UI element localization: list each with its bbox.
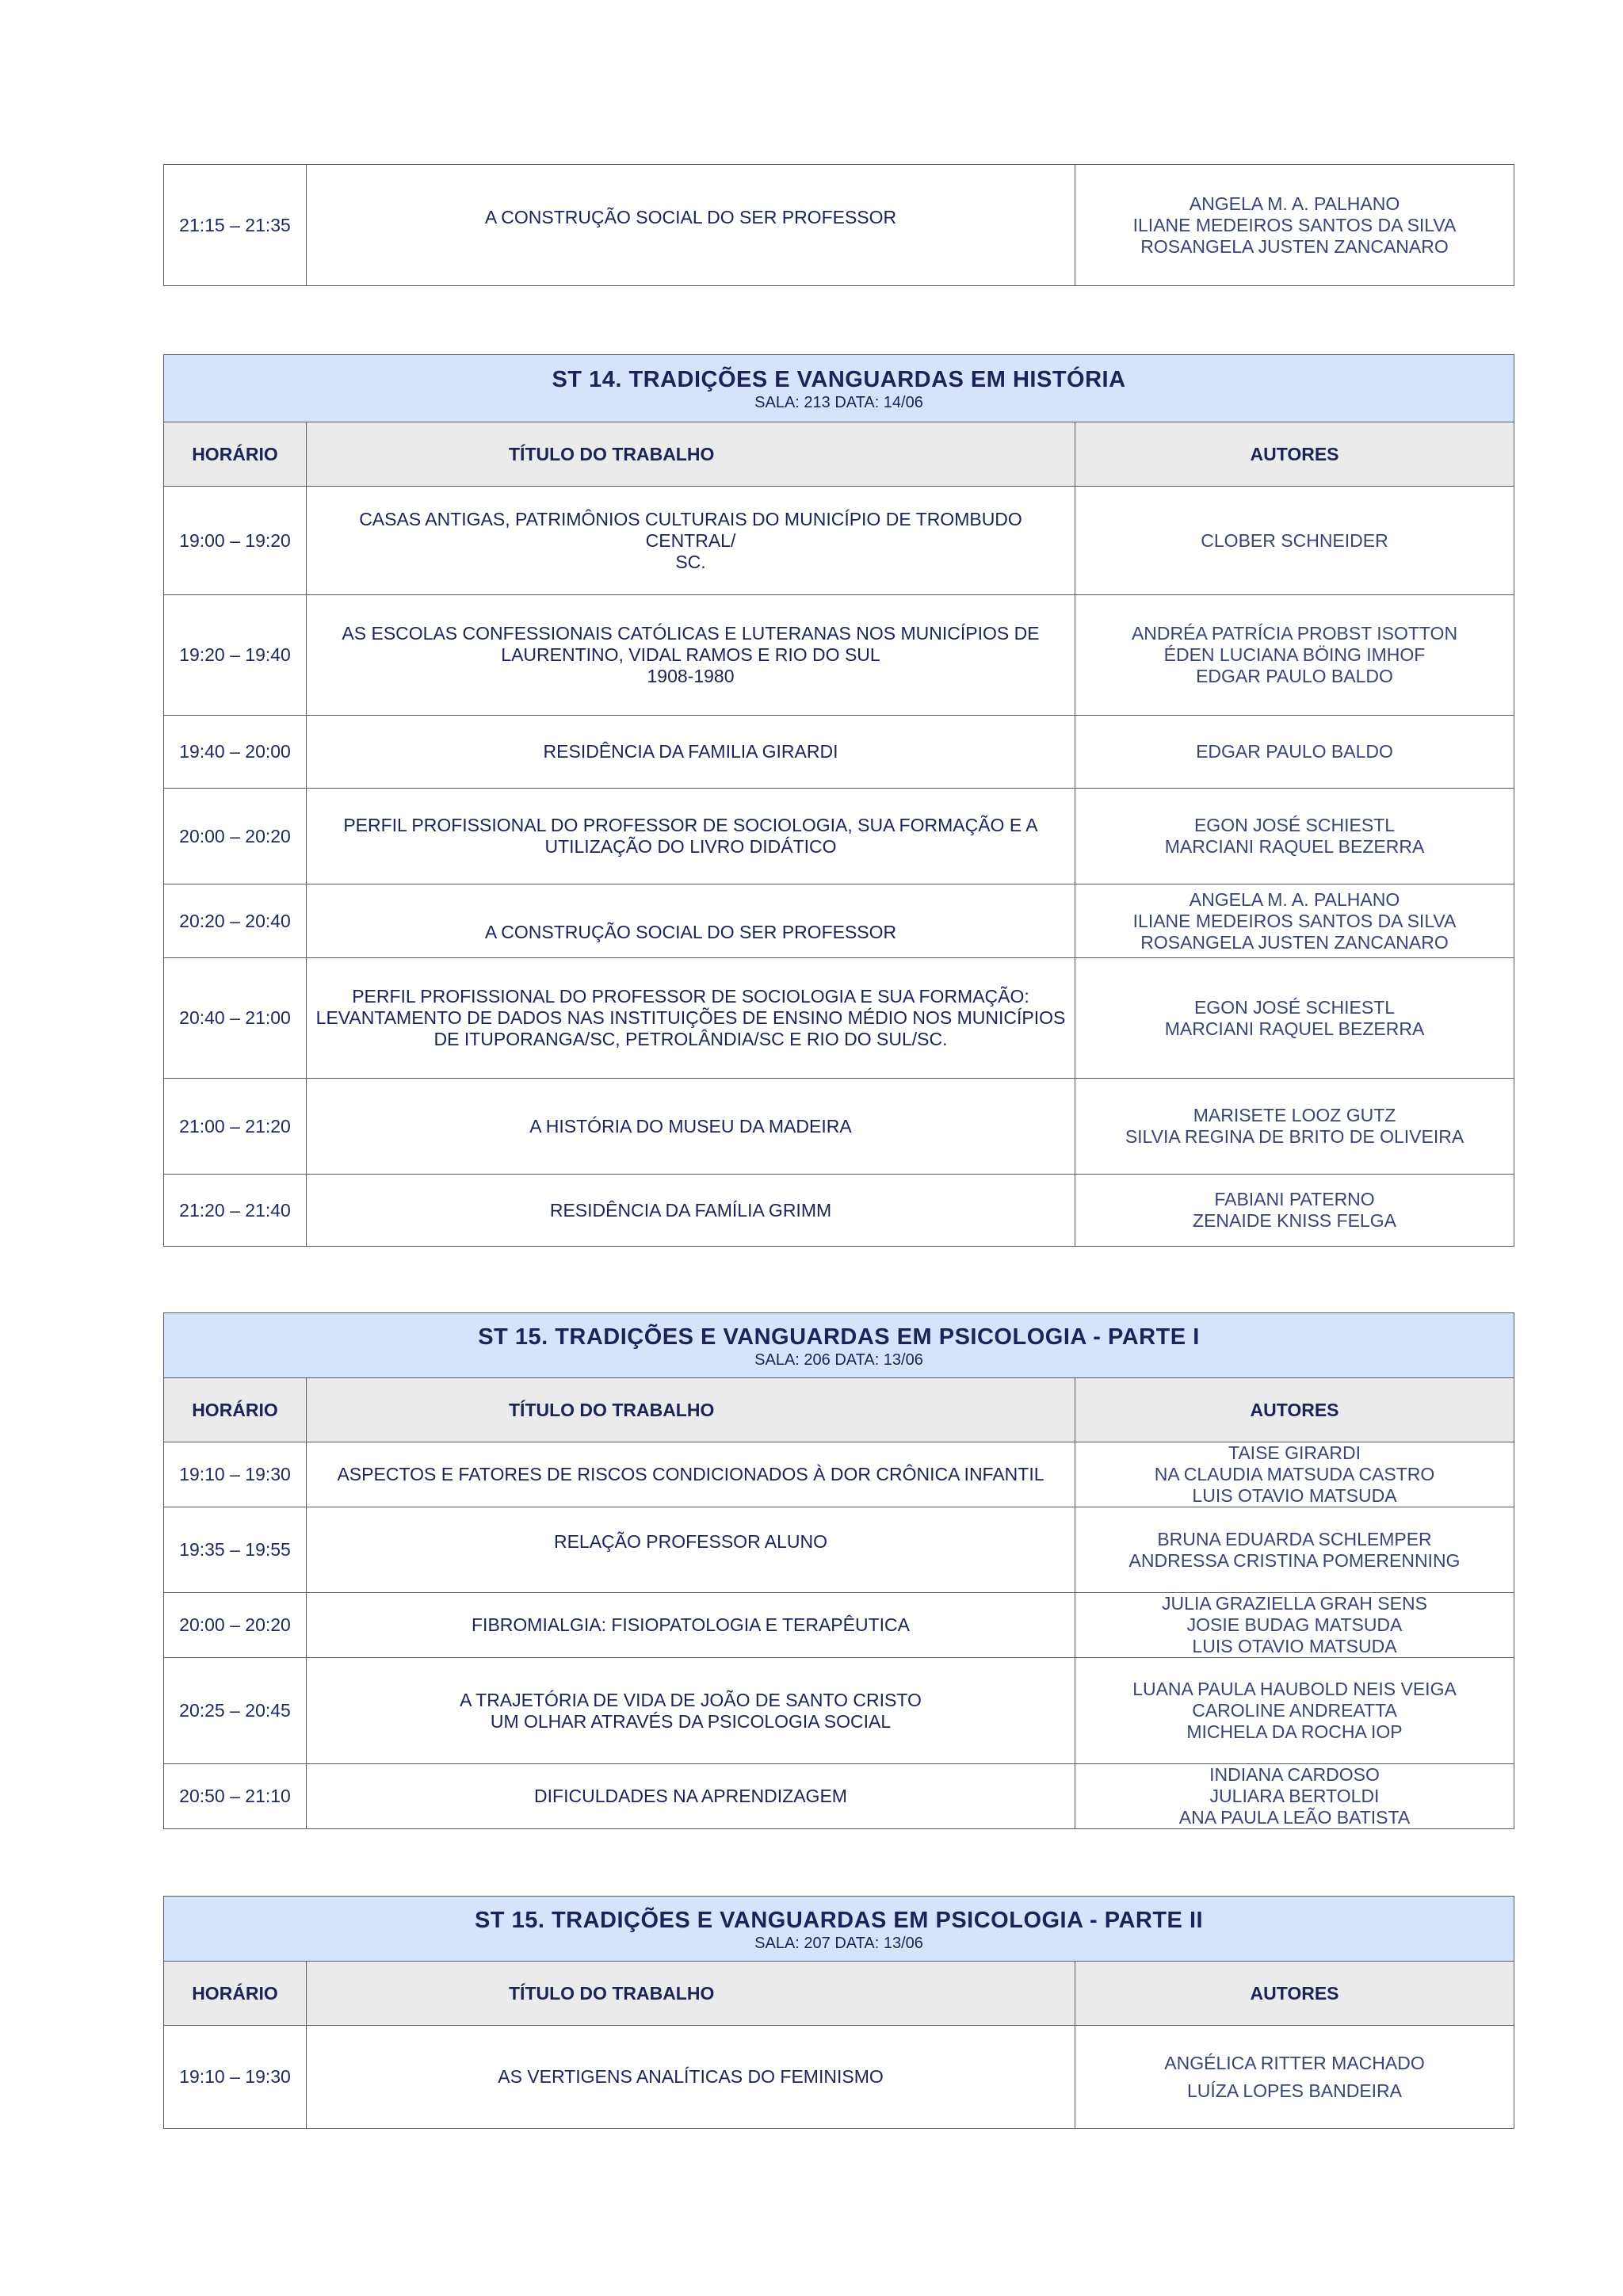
title-line: AS ESCOLAS CONFESSIONAIS CATÓLICAS E LUTERANAS NOS MUNICÍPIOS DE bbox=[342, 623, 1040, 644]
header-time: HORÁRIO bbox=[164, 1378, 307, 1442]
authors-cell bbox=[1075, 789, 1514, 884]
authors-cell bbox=[1075, 958, 1514, 1079]
authors-cell bbox=[1075, 884, 1514, 958]
title-line: ASPECTOS E FATORES DE RISCOS CONDICIONADOS À DOR CRÔNICA INFANTIL bbox=[337, 1464, 1044, 1484]
authors-cell bbox=[1075, 595, 1514, 716]
title-line: LEVANTAMENTO DE DADOS NAS INSTITUIÇÕES DE ENSINO MÉDIO NOS MUNICÍPIOS bbox=[315, 1007, 1066, 1028]
time-cell: 21:15 – 21:35 bbox=[164, 165, 307, 286]
section-header bbox=[164, 1897, 1514, 1962]
table-row bbox=[164, 884, 1514, 958]
title-cell bbox=[307, 789, 1075, 884]
title-cell bbox=[307, 2026, 1075, 2129]
time-cell: 21:20 – 21:40 bbox=[164, 1175, 307, 1247]
header-authors: AUTORES bbox=[1075, 422, 1514, 487]
author-name: LUANA PAULA HAUBOLD NEIS VEIGA bbox=[1132, 1679, 1457, 1699]
time-cell: 20:40 – 21:00 bbox=[164, 958, 307, 1079]
section-table-st15-parte-ii bbox=[163, 1896, 1514, 2129]
title-cell bbox=[307, 884, 1075, 958]
header-authors: AUTORES bbox=[1075, 1962, 1514, 2026]
time-cell: 19:00 – 19:20 bbox=[164, 487, 307, 595]
table-row bbox=[164, 2026, 1514, 2129]
title-line: 1908-1980 bbox=[647, 666, 735, 686]
title-cell bbox=[307, 165, 1075, 286]
author-name: MARISETE LOOZ GUTZ bbox=[1193, 1105, 1396, 1125]
title-cell bbox=[307, 1507, 1075, 1593]
author-name: BRUNA EDUARDA SCHLEMPER bbox=[1157, 1528, 1432, 1549]
author-name: EGON JOSÉ SCHIESTL bbox=[1193, 996, 1396, 1018]
author-name: LUÍZA LOPES BANDEIRA bbox=[1187, 2080, 1402, 2101]
section-banner bbox=[164, 1313, 1514, 1378]
author-name: LUIS OTAVIO MATSUDA bbox=[1192, 1485, 1397, 1506]
title-line: DIFICULDADES NA APRENDIZAGEM bbox=[534, 1786, 847, 1806]
table-row bbox=[164, 958, 1514, 1079]
author-name: ILIANE MEDEIROS SANTOS DA SILVA bbox=[1132, 910, 1457, 931]
header-title: TÍTULO DO TRABALHO bbox=[307, 422, 1075, 487]
section-title: ST 14. TRADIÇÕES E VANGUARDAS EM HISTÓRIA bbox=[552, 367, 1126, 392]
table-row bbox=[164, 1593, 1514, 1658]
author-name: NA CLAUDIA MATSUDA CASTRO bbox=[1154, 1464, 1435, 1484]
table-row bbox=[164, 1507, 1514, 1593]
title-cell bbox=[307, 1079, 1075, 1175]
author-name: ZENAIDE KNISS FELGA bbox=[1193, 1210, 1396, 1231]
column-header-row bbox=[164, 422, 1514, 487]
author-name: MICHELA DA ROCHA IOP bbox=[1186, 1721, 1403, 1742]
author-name: ANGÉLICA RITTER MACHADO bbox=[1164, 2052, 1425, 2073]
authors-cell bbox=[1075, 1658, 1514, 1764]
author-name: ROSANGELA JUSTEN ZANCANARO bbox=[1140, 235, 1449, 257]
author-name: ROSANGELA JUSTEN ZANCANARO bbox=[1140, 931, 1449, 953]
section-title: ST 15. TRADIÇÕES E VANGUARDAS EM PSICOLOGIA - PARTE I bbox=[478, 1324, 1200, 1350]
authors-cell bbox=[1075, 1507, 1514, 1593]
section-header bbox=[164, 355, 1514, 422]
time-cell: 19:40 – 20:00 bbox=[164, 716, 307, 789]
title-line: CASAS ANTIGAS, PATRIMÔNIOS CULTURAIS DO MUNICÍPIO DE TROMBUDO CENTRAL/ bbox=[359, 508, 1022, 551]
title-cell bbox=[307, 1593, 1075, 1658]
authors-cell bbox=[1075, 487, 1514, 595]
section-table-st14 bbox=[163, 354, 1514, 1247]
title-line: UTILIZAÇÃO DO LIVRO DIDÁTICO bbox=[544, 836, 837, 857]
time-cell: 20:00 – 20:20 bbox=[164, 789, 307, 884]
section-title: ST 15. TRADIÇÕES E VANGUARDAS EM PSICOLOGIA - PARTE II bbox=[474, 1907, 1204, 1933]
author-name: EDGAR PAULO BALDO bbox=[1196, 741, 1393, 762]
title-cell bbox=[307, 1764, 1075, 1829]
time-cell: 20:00 – 20:20 bbox=[164, 1593, 307, 1658]
time-cell: 20:25 – 20:45 bbox=[164, 1658, 307, 1764]
title-line: A CONSTRUÇÃO SOCIAL DO SER PROFESSOR bbox=[484, 206, 897, 227]
author-name: ANGELA M. A. PALHANO bbox=[1189, 888, 1400, 910]
table-row bbox=[164, 165, 1514, 286]
title-cell bbox=[307, 595, 1075, 716]
authors-cell bbox=[1075, 165, 1514, 286]
time-cell: 20:20 – 20:40 bbox=[164, 884, 307, 958]
time-cell: 19:10 – 19:30 bbox=[164, 1442, 307, 1507]
author-name: EGON JOSÉ SCHIESTL bbox=[1193, 815, 1396, 835]
title-line: AS VERTIGENS ANALÍTICAS DO FEMINISMO bbox=[498, 2066, 884, 2087]
section-header bbox=[164, 1313, 1514, 1378]
author-name: MARCIANI RAQUEL BEZERRA bbox=[1164, 1018, 1425, 1039]
title-line: RELAÇÃO PROFESSOR ALUNO bbox=[553, 1531, 828, 1552]
header-time: HORÁRIO bbox=[164, 422, 307, 487]
time-cell: 21:00 – 21:20 bbox=[164, 1079, 307, 1175]
column-header-row bbox=[164, 1378, 1514, 1442]
authors-cell bbox=[1075, 1764, 1514, 1829]
continuation-table bbox=[163, 164, 1514, 286]
author-name: JOSIE BUDAG MATSUDA bbox=[1186, 1614, 1403, 1635]
authors-cell bbox=[1075, 716, 1514, 789]
author-name: ANGELA M. A. PALHANO bbox=[1189, 193, 1400, 214]
table-row bbox=[164, 789, 1514, 884]
table-row bbox=[164, 1658, 1514, 1764]
section-subtitle: SALA: 213 DATA: 14/06 bbox=[754, 394, 923, 411]
title-line: PERFIL PROFISSIONAL DO PROFESSOR DE SOCIOLOGIA E SUA FORMAÇÃO: bbox=[352, 986, 1029, 1007]
author-name: ANDRÉA PATRÍCIA PROBST ISOTTON bbox=[1131, 623, 1458, 644]
header-title: TÍTULO DO TRABALHO bbox=[307, 1378, 1075, 1442]
title-line: RESIDÊNCIA DA FAMILIA GIRARDI bbox=[543, 741, 838, 762]
title-line: UM OLHAR ATRAVÉS DA PSICOLOGIA SOCIAL bbox=[490, 1710, 892, 1732]
author-name: LUIS OTAVIO MATSUDA bbox=[1192, 1636, 1397, 1656]
author-name: MARCIANI RAQUEL BEZERRA bbox=[1164, 836, 1425, 857]
title-line: A CONSTRUÇÃO SOCIAL DO SER PROFESSOR bbox=[484, 922, 897, 942]
author-name: EDGAR PAULO BALDO bbox=[1196, 666, 1393, 686]
title-line: A TRAJETÓRIA DE VIDA DE JOÃO DE SANTO CRISTO bbox=[460, 1689, 922, 1710]
authors-cell bbox=[1075, 1442, 1514, 1507]
section-banner bbox=[164, 1897, 1514, 1962]
time-cell: 20:50 – 21:10 bbox=[164, 1764, 307, 1829]
section-subtitle: SALA: 207 DATA: 13/06 bbox=[754, 1934, 923, 1952]
title-cell bbox=[307, 716, 1075, 789]
author-name: INDIANA CARDOSO bbox=[1209, 1764, 1380, 1785]
title-line: DE ITUPORANGA/SC, PETROLÂNDIA/SC E RIO DO SUL/SC. bbox=[433, 1029, 948, 1049]
title-line: RESIDÊNCIA DA FAMÍLIA GRIMM bbox=[549, 1199, 832, 1221]
author-name: CLOBER SCHNEIDER bbox=[1201, 529, 1388, 551]
time-cell: 19:20 – 19:40 bbox=[164, 595, 307, 716]
title-cell bbox=[307, 487, 1075, 595]
table-row bbox=[164, 1442, 1514, 1507]
title-cell bbox=[307, 1658, 1075, 1764]
authors-cell bbox=[1075, 1175, 1514, 1247]
author-name: TAISE GIRARDI bbox=[1228, 1442, 1361, 1463]
title-line: A HISTÓRIA DO MUSEU DA MADEIRA bbox=[529, 1115, 852, 1137]
author-name: SILVIA REGINA DE BRITO DE OLIVEIRA bbox=[1125, 1126, 1465, 1147]
author-name: JULIARA BERTOLDI bbox=[1209, 1786, 1380, 1806]
author-name: FABIANI PATERNO bbox=[1214, 1189, 1375, 1209]
title-cell bbox=[307, 1175, 1075, 1247]
author-name: JULIA GRAZIELLA GRAH SENS bbox=[1162, 1593, 1427, 1614]
table-row bbox=[164, 487, 1514, 595]
section-subtitle: SALA: 206 DATA: 13/06 bbox=[754, 1350, 923, 1369]
authors-cell bbox=[1075, 1593, 1514, 1658]
author-name: ILIANE MEDEIROS SANTOS DA SILVA bbox=[1132, 214, 1457, 235]
column-header-row bbox=[164, 1962, 1514, 2026]
authors-cell bbox=[1075, 2026, 1514, 2129]
header-time: HORÁRIO bbox=[164, 1962, 307, 2026]
header-authors: AUTORES bbox=[1075, 1378, 1514, 1442]
table-row bbox=[164, 595, 1514, 716]
title-cell bbox=[307, 958, 1075, 1079]
section-banner bbox=[164, 355, 1514, 422]
time-cell: 19:35 – 19:55 bbox=[164, 1507, 307, 1593]
table-row bbox=[164, 1175, 1514, 1247]
table-row bbox=[164, 716, 1514, 789]
title-line: FIBROMIALGIA: FISIOPATOLOGIA E TERAPÊUTICA bbox=[472, 1614, 910, 1635]
title-line: SC. bbox=[675, 551, 706, 572]
author-name: CAROLINE ANDREATTA bbox=[1192, 1700, 1397, 1721]
author-name: ANA PAULA LEÃO BATISTA bbox=[1178, 1807, 1411, 1828]
header-title: TÍTULO DO TRABALHO bbox=[307, 1962, 1075, 2026]
title-line: LAURENTINO, VIDAL RAMOS E RIO DO SUL bbox=[501, 644, 880, 665]
author-name: ANDRESSA CRISTINA POMERENNING bbox=[1128, 1549, 1461, 1571]
time-cell: 19:10 – 19:30 bbox=[164, 2026, 307, 2129]
title-cell bbox=[307, 1442, 1075, 1507]
table-row bbox=[164, 1764, 1514, 1829]
authors-cell bbox=[1075, 1079, 1514, 1175]
table-row bbox=[164, 1079, 1514, 1175]
title-line: PERFIL PROFISSIONAL DO PROFESSOR DE SOCIOLOGIA, SUA FORMAÇÃO E A bbox=[343, 815, 1038, 835]
author-name: ÉDEN LUCIANA BÖING IMHOF bbox=[1163, 644, 1426, 665]
section-table-st15-parte-i bbox=[163, 1312, 1514, 1829]
